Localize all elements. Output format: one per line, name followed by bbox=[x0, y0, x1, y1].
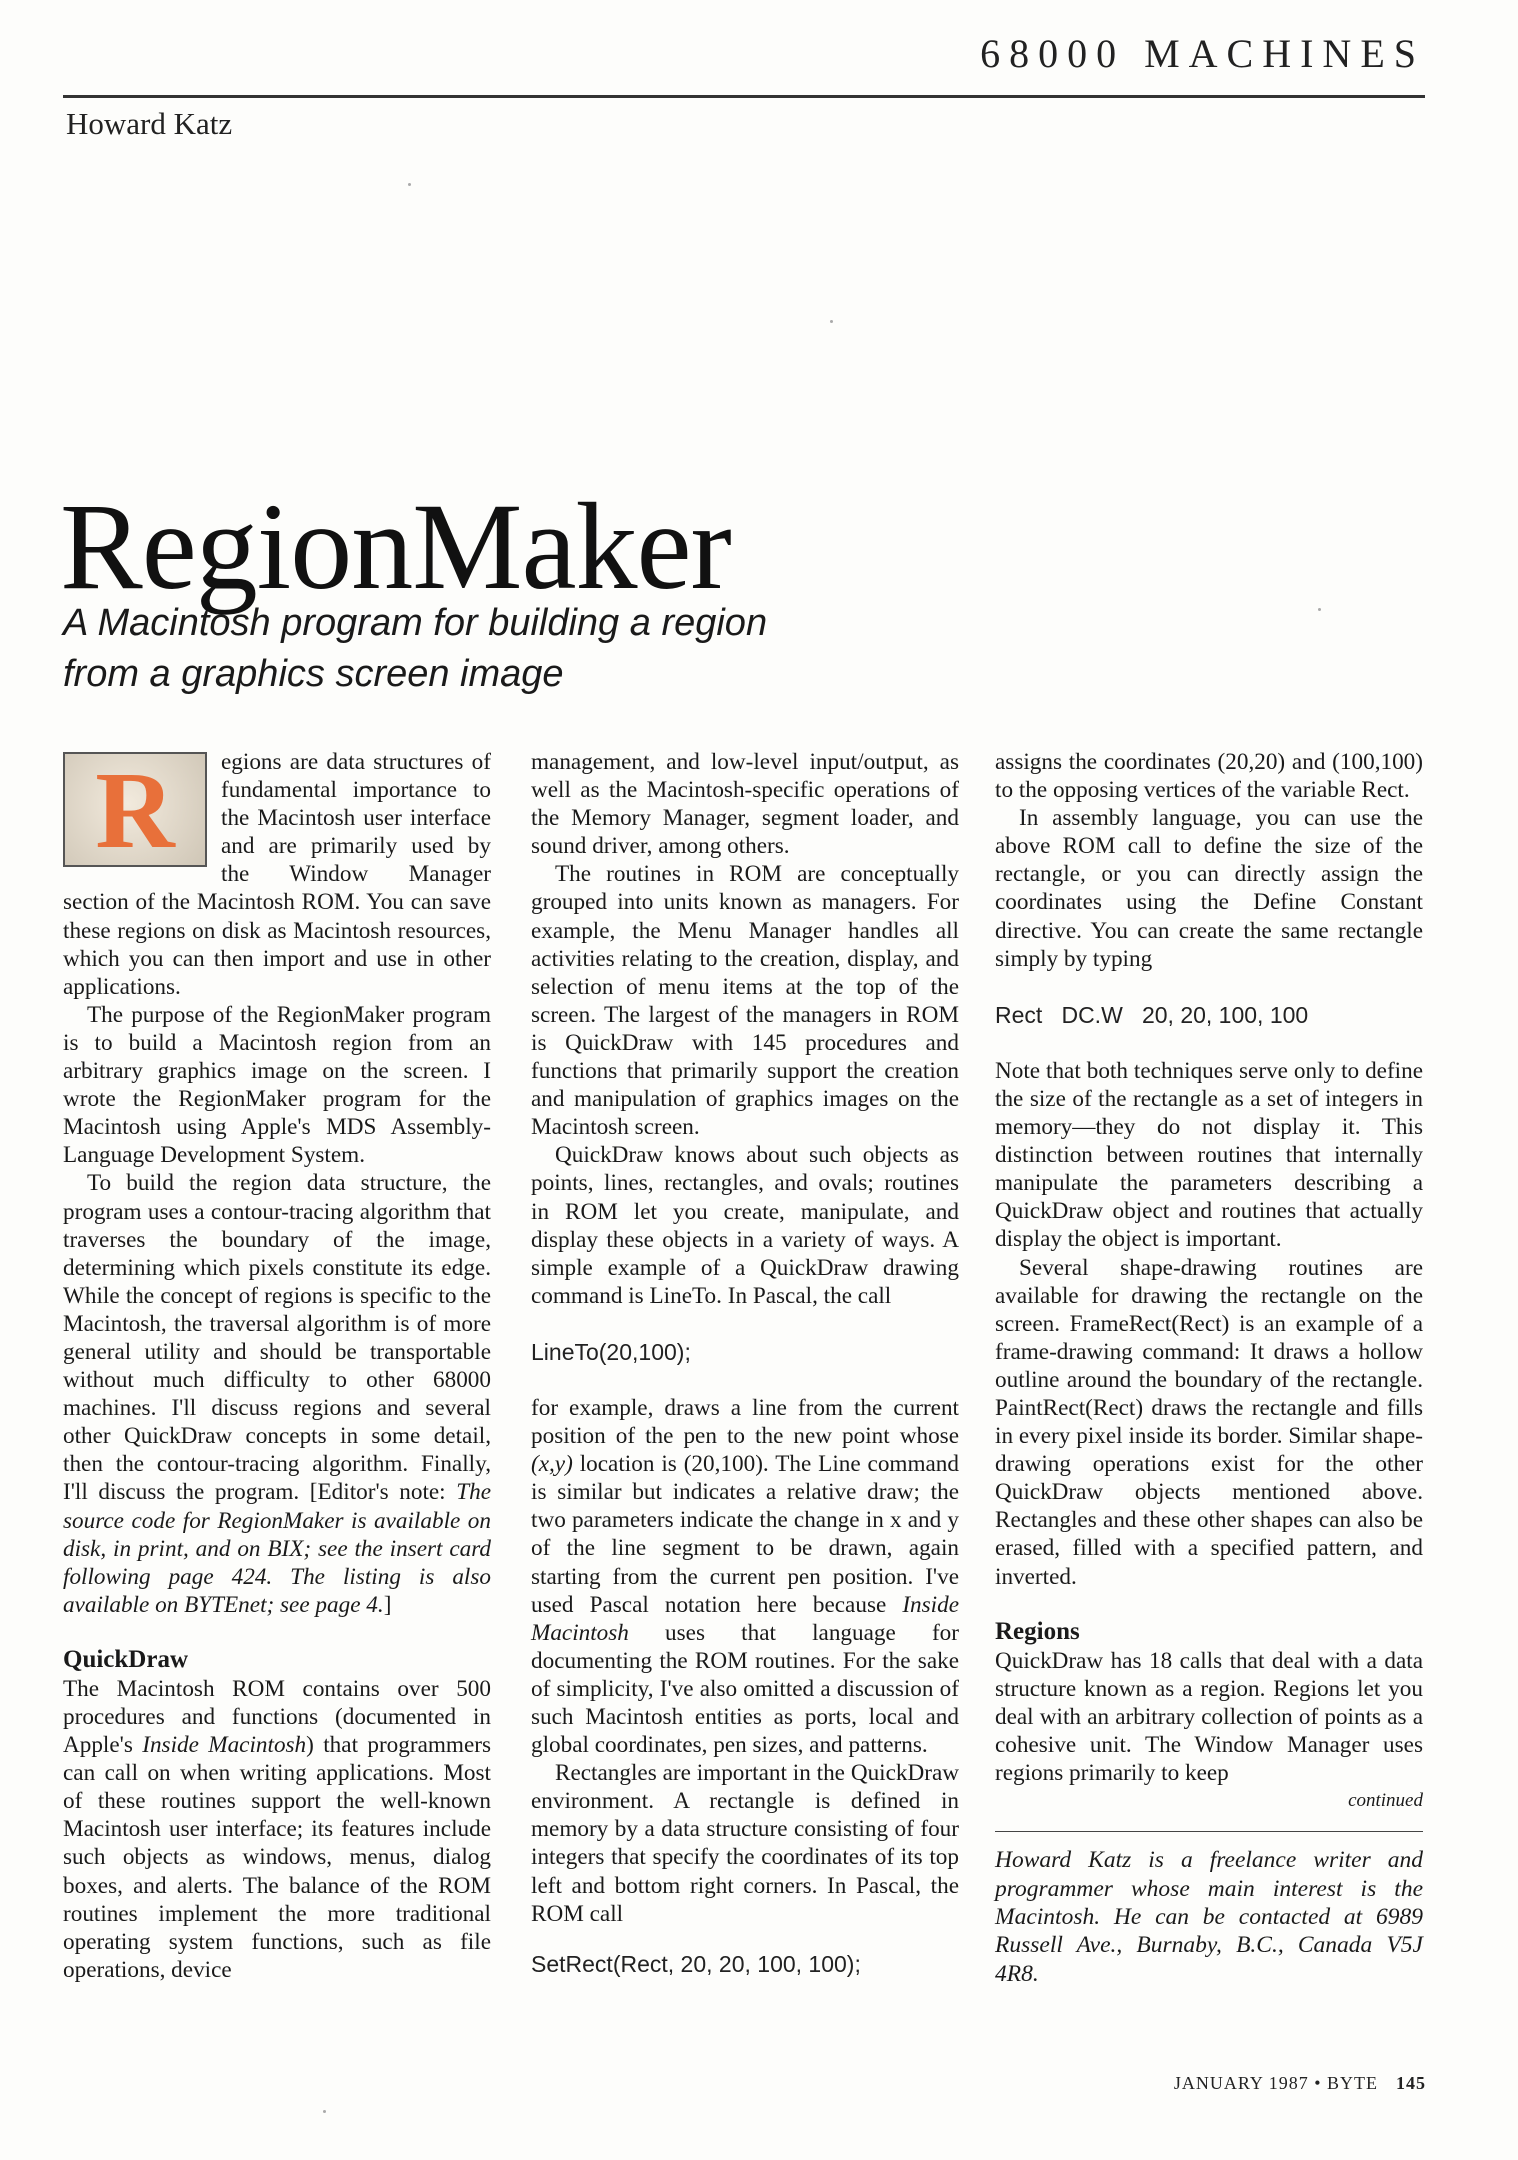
author-name: Howard Katz bbox=[66, 106, 233, 141]
paragraph: QuickDraw knows about such objects as points, lines, rectangles, and ovals; routines in ROM let you create, manipulate, and display these objects in a variety of ways. A simple example of a QuickDraw drawing command is LineTo. In Pascal, the call bbox=[531, 1142, 959, 1309]
dropcap-r: R bbox=[63, 752, 207, 867]
paragraph: The purpose of the RegionMaker program is to build a Macintosh region from an arbitrary graphics image on the screen. I wrote the RegionMaker program for the Macintosh using Apple's MDS Assembly-Language Development System. bbox=[63, 1001, 491, 1169]
code-setrect: SetRect(Rect, 20, 20, 100, 100); bbox=[531, 1950, 861, 1977]
paragraph-text: ] bbox=[383, 1591, 392, 1618]
paragraph-text: To build the region data structure, the program uses a contour-tracing algorithm that traverses the boundary of the image, determining which pixels constitute its edge. While the concept of regions is specific to the Macintosh, the traversal algorithm is of more general utility and should be transportable without much difficulty to other 68000 machines. I'll discuss regions and several other QuickDraw concepts in some detail, then the contour-tracing algorithm. Finally, I'll discuss the program. [Editor's note: bbox=[63, 1170, 491, 1506]
paragraph bbox=[63, 748, 491, 1001]
scan-speck bbox=[408, 183, 411, 186]
article-deck bbox=[63, 598, 963, 700]
scan-speck bbox=[830, 320, 833, 323]
paragraph-text: uses that language for documenting the ROM routines. For the sake of simplicity, I've also omitted a discussion of such Macintosh entities as ports, local and global coordinates, pen sizes, and patterns. bbox=[531, 1619, 959, 1759]
paragraph: Several shape-drawing routines are available for drawing the rectangle on the screen. FrameRect(Rect) is an example of a frame-drawing command: It draws a hollow outline around the boundary of the rectangle. PaintRect(Rect) draws the rectangle and fills in every pixel inside its border. Similar shape-drawing operations exist for the other QuickDraw objects mentioned above. Rectangles and these other shapes can also be erased, filled with a specified pattern, and inverted. bbox=[995, 1254, 1423, 1590]
column-2 bbox=[531, 748, 959, 2006]
paragraph: Note that both techniques serve only to define the size of the rectangle as a set of integers in memory—they do not display it. This distinction between routines that internally manipulate the parameters describing a QuickDraw object and routines that actually display the object is important. bbox=[995, 1057, 1423, 1253]
code-lineto: LineTo(20,100); bbox=[531, 1338, 691, 1365]
scan-speck bbox=[323, 2110, 326, 2113]
book-title: Inside Macintosh bbox=[142, 1732, 307, 1759]
section-heading: 68000 MACHINES bbox=[980, 31, 1425, 76]
continued-label: continued bbox=[1348, 1790, 1423, 1812]
code-rect-dcw: Rect DC.W 20, 20, 100, 100 bbox=[995, 1001, 1309, 1028]
paragraph-text: ) that programmers can call on when writing applications. Most of these routines support the well-known Macintosh user interface; its features include such objects as windows, menus, dialog boxes, and alerts. The balance of the ROM routines implement the more traditional operating system functions, such as file operations, device bbox=[63, 1732, 491, 1983]
deck-line-2: from a graphics screen image bbox=[63, 653, 564, 695]
paragraph: In assembly language, you can use the above ROM call to define the size of the rectangle, or you can directly assign the coordinates using the Define Constant directive. You can create the same rectangle simply by typing bbox=[995, 805, 1423, 972]
coordinate-notation: (x,y) bbox=[531, 1451, 573, 1478]
article-title: RegionMaker bbox=[60, 478, 731, 616]
subhead-quickdraw: QuickDraw bbox=[63, 1645, 188, 1673]
paragraph: management, and low-level input/output, as well as the Macintosh-specific operations of the Memory Manager, segment loader, and sound driver, among others. bbox=[531, 749, 959, 860]
paragraph bbox=[531, 1394, 959, 1759]
column-3 bbox=[995, 748, 1423, 1988]
bio-rule bbox=[995, 1831, 1423, 1832]
author-bio: Howard Katz is a freelance writer and programmer whose main interest is the Macintosh. He can be contacted at 6989 Russell Ave., Burnaby, B.C., Canada V5J 4R8. bbox=[995, 1847, 1423, 1987]
paragraph-text: for example, draws a line from the current position of the pen to the new point whose bbox=[531, 1394, 959, 1450]
page-footer bbox=[1174, 2073, 1426, 2094]
header-rule bbox=[63, 95, 1425, 98]
issue-label: JANUARY 1987 • BYTE bbox=[1173, 2073, 1378, 2093]
paragraph: The routines in ROM are conceptually grouped into units known as managers. For example, the Menu Manager handles all activities relating to the creation, display, and selection of menu items at the top of the screen. The largest of the managers in ROM is QuickDraw with 145 procedures and functions that primarily support the creation and manipulation of graphics images on the Macintosh screen. bbox=[531, 861, 959, 1141]
column-1 bbox=[63, 748, 491, 1984]
paragraph bbox=[63, 1675, 491, 1984]
paragraph-text: location is (20,100). The Line command is similar but indicates a relative draw; the two parameters indicate the change in x and y of the line segment to be drawn, again starting from the current pen position. I've used Pascal notation here because bbox=[531, 1451, 959, 1618]
book-title: Inside Macintosh bbox=[531, 1591, 959, 1646]
scan-speck bbox=[1318, 608, 1321, 611]
deck-line-1: A Macintosh program for building a region bbox=[63, 602, 768, 644]
paragraph-text: egions are data structures of fundamental importance to the Macintosh user interface and are primarily used by the Window Manager section of the Macintosh ROM. You can save these regions on disk as Macintosh resources, which you can then import and use in other applications. bbox=[63, 749, 491, 1000]
editor-note: The source code for RegionMaker is available on disk, in print, and on BIX; see the insert card following page 424. The listing is also available on BYTEnet; see page 4. bbox=[63, 1479, 491, 1618]
paragraph: assigns the coordinates (20,20) and (100,100) to the opposing vertices of the variable Rect. bbox=[995, 749, 1423, 804]
paragraph: QuickDraw has 18 calls that deal with a data structure known as a region. Regions let you deal with an arbitrary collection of points as a cohesive unit. The Window Manager uses regions primarily to keep bbox=[995, 1647, 1423, 1786]
paragraph: Rectangles are important in the QuickDraw environment. A rectangle is defined in memory by a data structure consisting of four integers that specify the coordinates of its top left and bottom right corners. In Pascal, the ROM call bbox=[531, 1760, 959, 1927]
page-number: 145 bbox=[1396, 2073, 1426, 2093]
paragraph-text: The Macintosh ROM contains over 500 procedures and functions (documented in Apple's bbox=[63, 1675, 491, 1759]
paragraph bbox=[63, 1169, 491, 1619]
subhead-regions: Regions bbox=[995, 1617, 1080, 1645]
